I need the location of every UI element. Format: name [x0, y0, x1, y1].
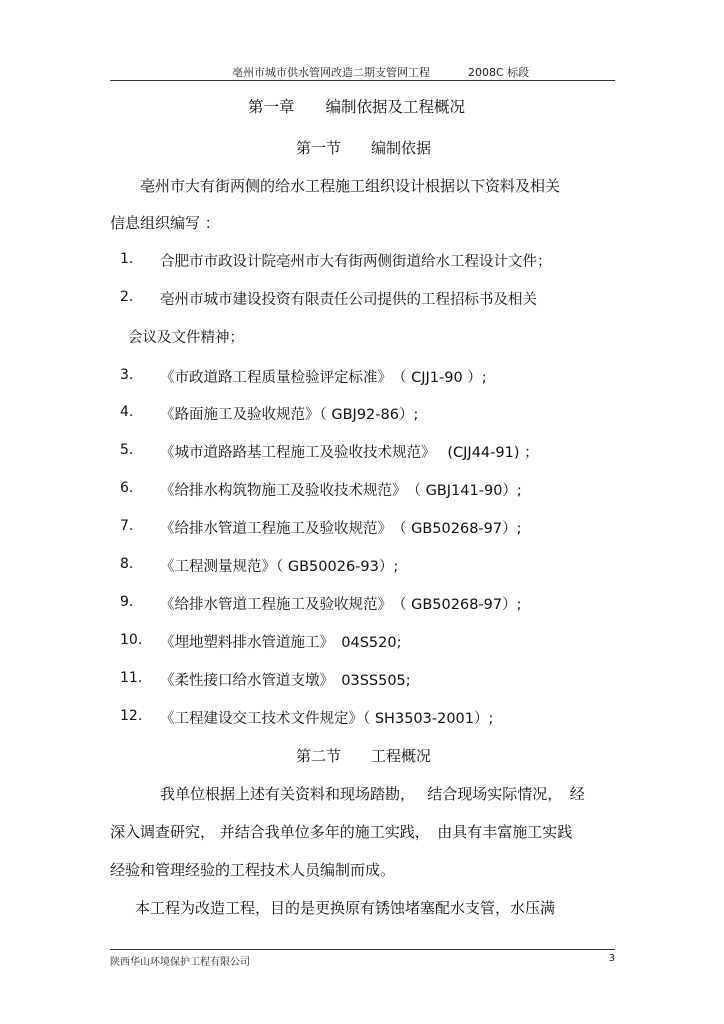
list-item-continuation: 会议及文件精神； [128, 330, 244, 346]
list-item-number: 11. [120, 670, 143, 686]
list-item-number: 1. [120, 251, 134, 267]
list-item: 亳州市城市建设投资有限责任公司提供的工程招标书及相关 [160, 292, 537, 308]
list-item: 《给排水管道工程施工及验收规范》 （ GB50268-97）; [160, 597, 522, 613]
list-item-number: 6. [120, 480, 134, 496]
list-item: 《路面施工及验收规范》（ GBJ92-86）; [160, 407, 419, 423]
page-number: 3 [608, 953, 615, 964]
overview-line-3: 经验和管理经验的工程技术人员编制而成。 [110, 861, 396, 879]
list-item-number: 8. [120, 556, 134, 572]
list-item: 《给排水构筑物施工及验收技术规范》 （ GBJ141-90）; [160, 483, 522, 499]
list-item: 《工程建设交工技术文件规定》（ SH3503-2001）; [160, 711, 494, 727]
page-header [110, 58, 615, 81]
list-item-number: 10. [120, 632, 143, 648]
overview-line-1: 我单位根据上述有关资料和现场踏勘， 结合现场实际情况， 经 [160, 785, 585, 803]
list-item-number: 5. [120, 442, 134, 458]
page-footer [110, 949, 615, 968]
overview-line-4: 本工程为改造工程，目的是更换原有锈蚀堵塞配水支管，水压满 [135, 899, 556, 917]
list-item: 《埋地塑料排水管道施工》 04S520; [160, 635, 402, 651]
list-item-number: 2. [120, 289, 134, 305]
header-project-title: 亳州市城市供水管网改造二期支管网工程 [232, 66, 430, 79]
footer-company: 陕西华山环境保护工程有限公司 [110, 957, 250, 968]
list-item: 《工程测量规范》（ GB50026-93）; [160, 559, 399, 575]
list-item: 《城市道路路基工程施工及验收技术规范》 (CJJ44-91) ； [160, 445, 539, 461]
list-item-number: 9. [120, 594, 134, 610]
header-section-label: 2008C 标段 [468, 66, 530, 79]
overview-line-2: 深入调查研究， 并结合我单位多年的施工实践， 由具有丰富施工实践 [110, 823, 573, 841]
list-item-number: 7. [120, 518, 134, 534]
chapter-title: 第一章 编制依据及工程概况 [248, 98, 466, 116]
list-item: 《给排水管道工程施工及验收规范》 （ GB50268-97）; [160, 521, 522, 537]
section1-title: 第一节 编制依据 [296, 139, 432, 157]
intro-line-2: 信息组织编写 ： [110, 214, 220, 232]
list-item: 《柔性接口给水管道支墩》 03SS505; [160, 673, 411, 689]
list-item: 合肥市市政设计院亳州市大有街两侧街道给水工程设计文件； [160, 254, 552, 270]
list-item-number: 12. [120, 708, 143, 724]
list-item-number: 3. [120, 367, 134, 383]
intro-line-1: 亳州市大有街两侧的给水工程施工组织设计根据以下资料及相关 [140, 177, 561, 195]
section2-title: 第二节 工程概况 [296, 747, 432, 765]
list-item: 《市政道路工程质量检验评定标准》 （ CJJ1-90 ）; [160, 370, 487, 386]
list-item-number: 4. [120, 404, 134, 420]
